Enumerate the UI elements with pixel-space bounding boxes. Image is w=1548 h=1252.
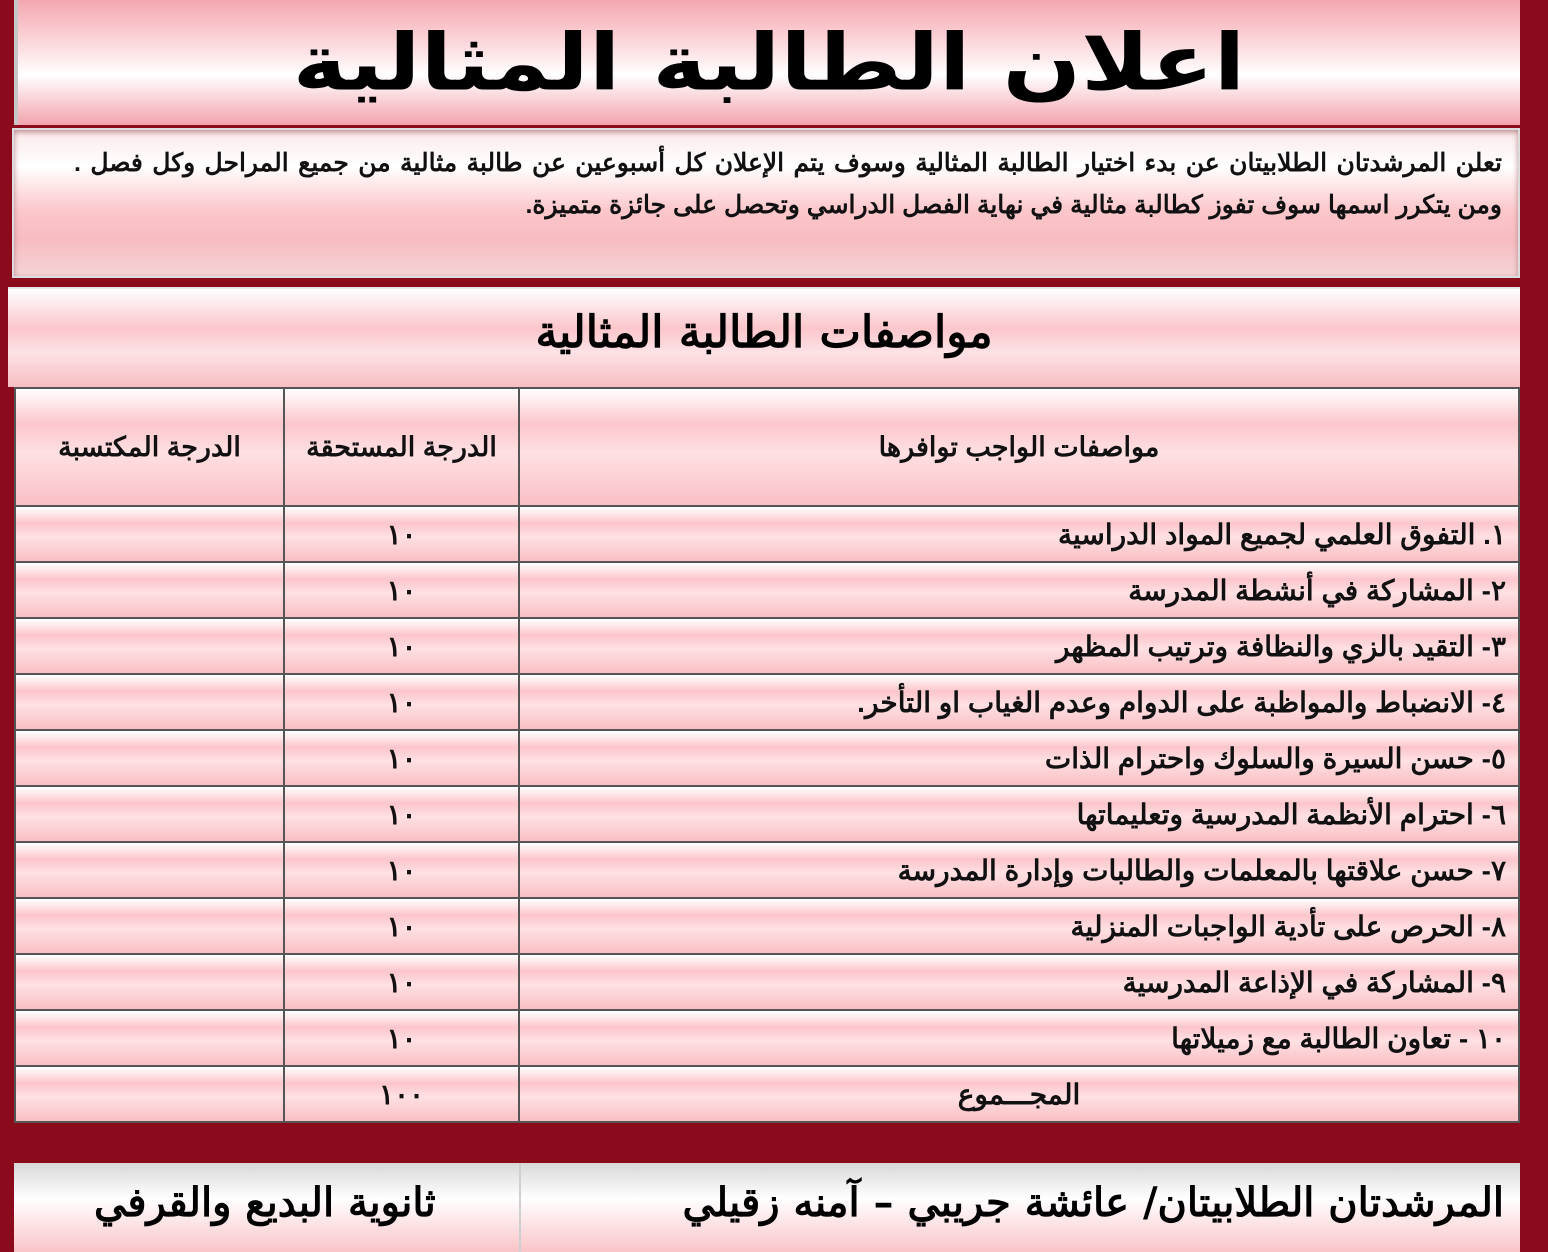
footer <box>14 1163 1520 1252</box>
criteria-table <box>14 387 1520 1123</box>
earned-cell[interactable] <box>15 506 284 562</box>
table-row <box>15 674 1519 730</box>
criterion-cell: ٩- المشاركة في الإذاعة المدرسية <box>519 954 1519 1010</box>
header-earned: الدرجة المكتسبة <box>15 388 284 506</box>
criterion-cell: ١. التفوق العلمي لجميع المواد الدراسية <box>519 506 1519 562</box>
announcement-text: تعلن المرشدتان الطلابيتان عن بدء اختيار الطالبة المثالية وسوف يتم الإعلان كل أسبوعين عن طالبة مثالية من جميع المراحل وكل فصل . ومن يتكرر اسمها سوف تفوز كطالبة مثالية في نهاية الفصل الدراسي وتحصل على جائزة متميزة. <box>74 149 1502 219</box>
table-row <box>15 1010 1519 1066</box>
points-cell: ١٠ <box>284 562 519 618</box>
criterion-cell: ٧- حسن علاقتها بالمعلمات والطالبات وإدارة المدرسة <box>519 842 1519 898</box>
points-cell: ١٠ <box>284 730 519 786</box>
earned-cell[interactable] <box>15 786 284 842</box>
specs-heading: مواصفات الطالبة المثالية <box>535 307 993 358</box>
criterion-cell: ٢- المشاركة في أنشطة المدرسة <box>519 562 1519 618</box>
points-cell: ١٠ <box>284 842 519 898</box>
total-earned-cell[interactable] <box>15 1066 284 1122</box>
table-row <box>15 786 1519 842</box>
earned-cell[interactable] <box>15 730 284 786</box>
criterion-cell: ٨- الحرص على تأدية الواجبات المنزلية <box>519 898 1519 954</box>
total-row <box>15 1066 1519 1122</box>
criterion-cell: ٦- احترام الأنظمة المدرسية وتعليماتها <box>519 786 1519 842</box>
total-label: المجـــموع <box>519 1066 1519 1122</box>
table-row <box>15 730 1519 786</box>
points-cell: ١٠ <box>284 618 519 674</box>
title-band <box>14 0 1520 125</box>
school-name: ثانوية البديع والقرفي <box>94 1179 436 1226</box>
earned-cell[interactable] <box>15 954 284 1010</box>
header-criteria: مواصفات الواجب توافرها <box>519 388 1519 506</box>
header-deserved: الدرجة المستحقة <box>284 388 519 506</box>
table-row <box>15 898 1519 954</box>
announcement-box <box>12 128 1520 278</box>
counselors-signature: المرشدتان الطلابيتان/ عائشة جريبي – آمنه زقيلي <box>682 1179 1504 1226</box>
table-row <box>15 954 1519 1010</box>
earned-cell[interactable] <box>15 1010 284 1066</box>
criterion-cell: ٣- التقيد بالزي والنظافة وترتيب المظهر <box>519 618 1519 674</box>
points-cell: ١٠ <box>284 954 519 1010</box>
table-header-row <box>15 388 1519 506</box>
table-row <box>15 842 1519 898</box>
earned-cell[interactable] <box>15 842 284 898</box>
criterion-cell: ٥- حسن السيرة والسلوك واحترام الذات <box>519 730 1519 786</box>
earned-cell[interactable] <box>15 674 284 730</box>
table-row <box>15 562 1519 618</box>
specs-heading-band <box>8 287 1520 387</box>
points-cell: ١٠ <box>284 1010 519 1066</box>
footer-divider <box>519 1163 521 1252</box>
criteria-table-container <box>16 387 1520 1123</box>
table-row <box>15 618 1519 674</box>
points-cell: ١٠ <box>284 674 519 730</box>
poster-title: اعلان الطالبة المثالية <box>292 17 1246 109</box>
criterion-cell: ٤- الانضباط والمواظبة على الدوام وعدم الغياب او التأخر. <box>519 674 1519 730</box>
earned-cell[interactable] <box>15 898 284 954</box>
points-cell: ١٠ <box>284 898 519 954</box>
table-row <box>15 506 1519 562</box>
points-cell: ١٠ <box>284 506 519 562</box>
earned-cell[interactable] <box>15 618 284 674</box>
total-points: ١٠٠ <box>284 1066 519 1122</box>
points-cell: ١٠ <box>284 786 519 842</box>
earned-cell[interactable] <box>15 562 284 618</box>
criterion-cell: ١٠ - تعاون الطالبة مع زميلاتها <box>519 1010 1519 1066</box>
